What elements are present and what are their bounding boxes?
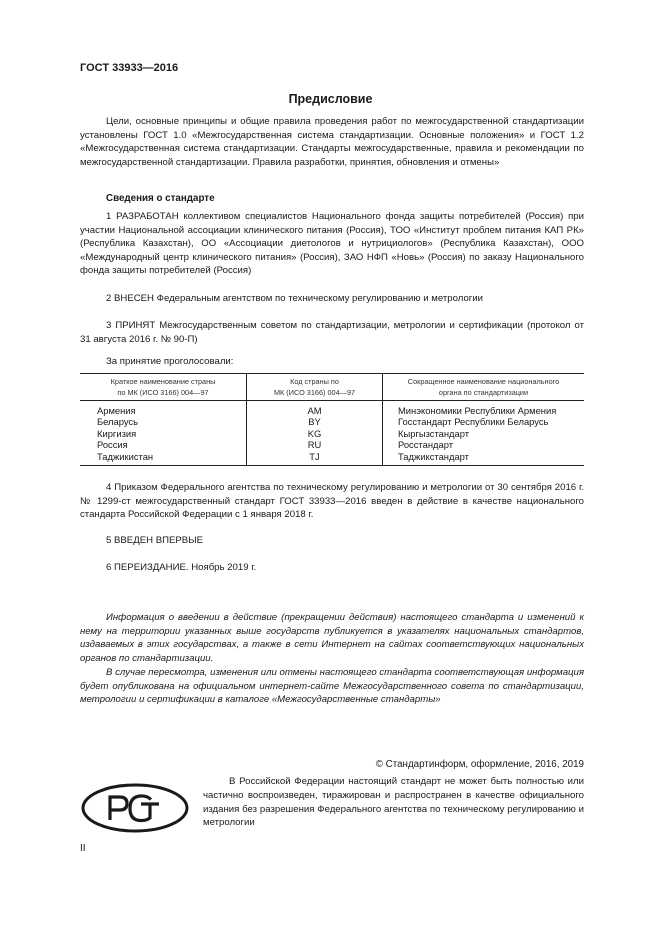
- rights-notice: В Российской Федерации настоящий стандарт не может быть полностью или частично воспроизведен, тиражирован и распространен в качестве официального издания без разрешения Федерального агентства по техническому регулированию и метрологии: [203, 776, 584, 829]
- table-row: Россия RU Росстандарт: [80, 439, 584, 450]
- item-first-introduced: 5 ВВЕДЕН ВПЕРВЫЕ: [106, 535, 204, 546]
- item-enacted: 4 Приказом Федерального агентства по техническому регулированию и метрологии от 30 сентября 2016 г. № 1299-ст межгосударственный стандарт ГОСТ 33933—2016 введен в действие в качестве национального стандарта Российской Федерации с 1 января 2018 г.: [80, 482, 584, 521]
- item-developed: 1 РАЗРАБОТАН коллективом специалистов Национального фонда защиты потребителей (Россия) при участии Национальной ассоциации клинического питания (Россия), ТОО «Институт проблем питания КАП РК» (Республика Казахстан), ОО «Ассоциации диетологов и нутрициологов» (Республика Казахстан), ООО «Международный центр клинического питания» (Россия), ЗАО НФП «Новь» (Россия) по заказу Национального фонда защиты потребителей (Россия): [80, 211, 584, 277]
- copyright-line: © Стандартинформ, оформление, 2016, 2019: [375, 759, 584, 770]
- table-row: Беларусь BY Госстандарт Республики Беларусь: [80, 416, 584, 427]
- item-adopted: 3 ПРИНЯТ Межгосударственным советом по стандартизации, метрологии и сертификации (протокол от 31 августа 2016 г. № 90-П): [80, 320, 584, 345]
- page-number: II: [80, 843, 86, 854]
- table-row: Таджикистан TJ Таджикстандарт: [80, 451, 584, 466]
- document-code: ГОСТ 33933—2016: [80, 62, 179, 74]
- intro-paragraph: Цели, основные принципы и общие правила проведения работ по межгосударственной стандартизации установлены ГОСТ 1.0 «Межгосударственная система стандартизации. Основные положения» и ГОСТ 1.2 «Межгосударственная система стандартизации. Стандарты межгосударственные, правила и рекомендации по межгосударственной стандартизации. Правила разработки, принятия, обновления и отмены»: [80, 116, 584, 168]
- note-info-publication: Информация о введении в действие (прекращении действия) настоящего стандарта и изменений к нему на территории указанных выше государств публикуется в указателях национальных стандартов, издаваемых в этих государствах, а также в сети Интернет на сайтах соответствующих национальных органов по стандартизации.: [80, 612, 584, 665]
- standard-info-heading: Сведения о стандарте: [106, 193, 215, 204]
- header-standards-body: Сокращенное наименование национального органа по стандартизации: [383, 374, 585, 401]
- page-title: Предисловие: [288, 92, 373, 106]
- table-row: Армения AM Минэкономики Республики Армения: [80, 401, 584, 417]
- header-country-code: Код страны по МК (ИСО 3166) 004—97: [247, 374, 383, 401]
- table-row: Киргизия KG Кыргызстандарт: [80, 428, 584, 439]
- voted-label: За принятие проголосовали:: [106, 356, 234, 367]
- countries-table: [80, 373, 584, 466]
- item-reissue: 6 ПЕРЕИЗДАНИЕ. Ноябрь 2019 г.: [106, 562, 257, 573]
- header-country-name: Краткое наименование страны по МК (ИСО 3166) 004—97: [80, 374, 247, 401]
- note-revision: В случае пересмотра, изменения или отмены настоящего стандарта соответствующая информация будет опубликована на официальном интернет-сайте Межгосударственного совета по стандартизации, метрологии и сертификации в каталоге «Межгосударственные стандарты»: [80, 667, 584, 706]
- item-introduced: 2 ВНЕСЕН Федеральным агентством по техническому регулированию и метрологии: [106, 293, 484, 304]
- rst-logo-icon: [80, 782, 190, 834]
- table-header-row: [80, 374, 584, 401]
